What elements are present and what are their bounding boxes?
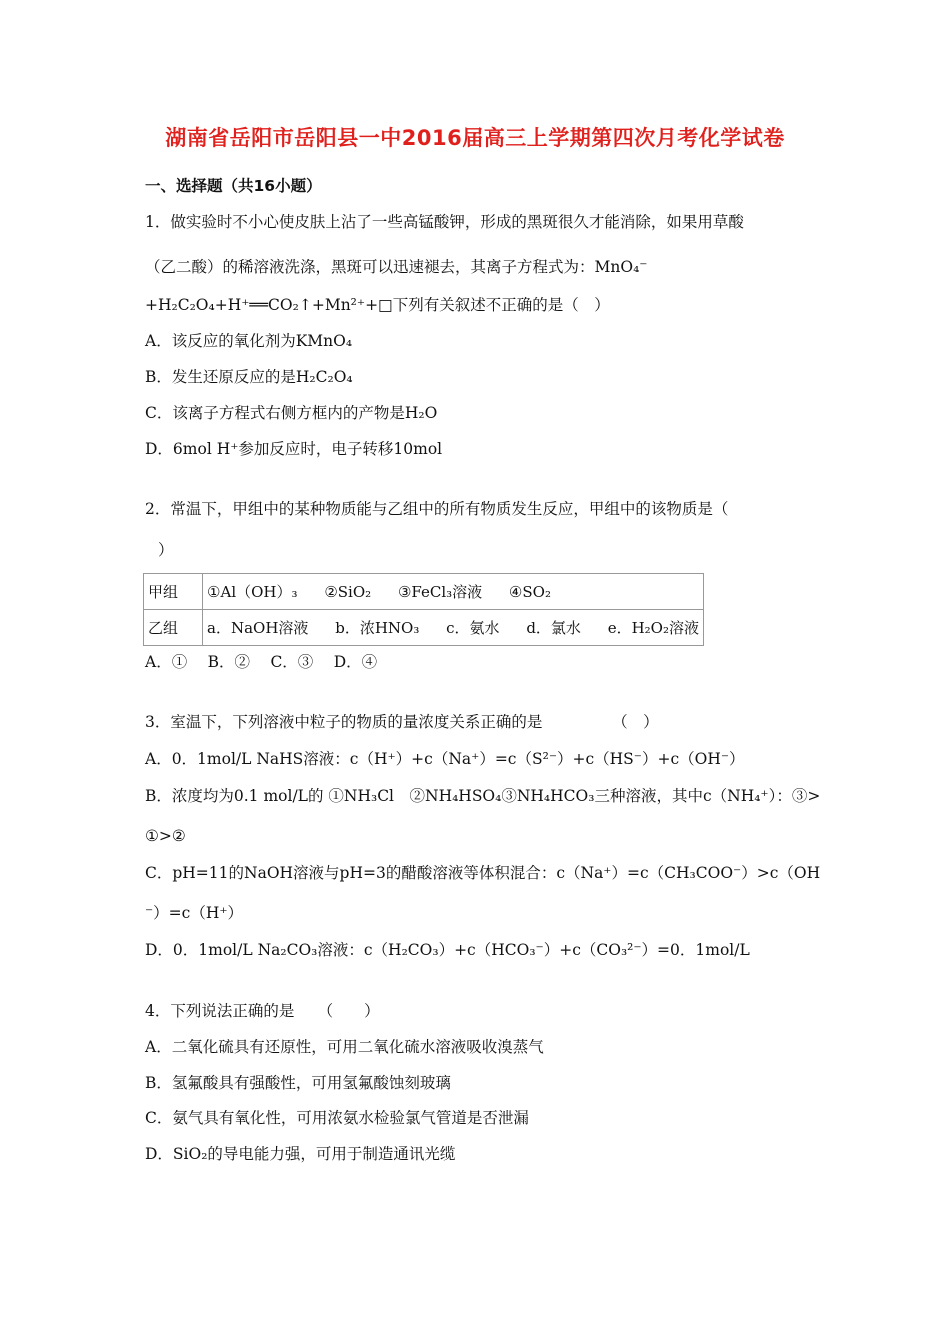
q1-option-d: D．6mol H⁺参加反应时，电子转移10mol xyxy=(145,440,443,458)
q4-stem: 4．下列说法正确的是 （ ） xyxy=(145,1002,380,1020)
q1-option-c: C．该离子方程式右侧方框内的产物是H₂O xyxy=(145,404,438,422)
q1-stem-line3: +H₂C₂O₄+H⁺══CO₂↑+Mn²⁺+□下列有关叙述不正确的是（ ） xyxy=(145,296,610,314)
q2-group-table xyxy=(143,573,704,646)
jia-item: ③FeCl₃溶液 xyxy=(397,583,483,601)
q3-option-d: D．0．1mol/L Na₂CO₃溶液：c（H₂CO₃）+c（HCO₃⁻）+c（CO₃²⁻）=0．1mol/L xyxy=(145,941,750,959)
yi-item: a．NaOH溶液 xyxy=(207,619,309,637)
q3-option-a: A．0．1mol/L NaHS溶液：c（H⁺）+c（Na⁺）=c（S²⁻）+c（HS⁻）+c（OH⁻） xyxy=(145,750,745,768)
q1-stem-line1: 1．做实验时不小心使皮肤上沾了一些高锰酸钾，形成的黑斑很久才能消除，如果用草酸 xyxy=(145,213,744,231)
group-yi-label: 乙组 xyxy=(144,610,203,646)
section-heading: 一、选择题（共16小题） xyxy=(145,177,322,195)
group-jia-label: 甲组 xyxy=(144,574,203,610)
table-row xyxy=(144,574,704,610)
q3-option-c-line2: ⁻）=c（H⁺） xyxy=(145,904,244,922)
yi-item: d．氯水 xyxy=(526,619,581,637)
group-yi-items xyxy=(203,610,704,646)
q3-option-b-line1: B．浓度均为0.1 mol/L的 ①NH₃Cl ②NH₄HSO₄③NH₄HCO₃三种溶液，其中c（NH₄⁺）：③> xyxy=(145,787,821,805)
q4-option-d: D．SiO₂的导电能力强，可用于制造通讯光缆 xyxy=(145,1145,456,1163)
q4-option-c: C．氨气具有氧化性，可用浓氨水检验氯气管道是否泄漏 xyxy=(145,1109,529,1127)
q1-option-b: B．发生还原反应的是H₂C₂O₄ xyxy=(145,368,353,386)
q2-options: A．① B．② C．③ D．④ xyxy=(145,653,378,671)
q1-option-a: A．该反应的氧化剂为KMnO₄ xyxy=(145,332,353,350)
jia-item: ④SO₂ xyxy=(508,583,551,601)
q3-option-c-line1: C．pH=11的NaOH溶液与pH=3的醋酸溶液等体积混合：c（Na⁺）=c（CH₃COO⁻）>c（OH xyxy=(145,864,821,882)
jia-item: ①Al（OH）₃ xyxy=(207,583,298,601)
yi-item: e．H₂O₂溶液 xyxy=(607,619,699,637)
q3-option-b-line2: ①>② xyxy=(145,827,186,845)
yi-item: c．氨水 xyxy=(446,619,500,637)
q2-stem-line2: ） xyxy=(158,541,174,559)
jia-item: ②SiO₂ xyxy=(324,583,372,601)
table-row xyxy=(144,610,704,646)
q1-stem-line2: （乙二酸）的稀溶液洗涤，黑斑可以迅速褪去，其离子方程式为：MnO₄⁻ xyxy=(145,258,648,276)
page-title: 湖南省岳阳市岳阳县一中2016届高三上学期第四次月考化学试卷 xyxy=(165,126,785,150)
q4-option-b: B．氢氟酸具有强酸性，可用氢氟酸蚀刻玻璃 xyxy=(145,1074,451,1092)
q2-stem-line1: 2．常温下，甲组中的某种物质能与乙组中的所有物质发生反应，甲组中的该物质是（ xyxy=(145,500,729,518)
group-jia-items xyxy=(203,574,704,610)
q4-option-a: A．二氧化硫具有还原性，可用二氧化硫水溶液吸收溴蒸气 xyxy=(145,1038,544,1056)
q3-stem: 3．室温下，下列溶液中粒子的物质的量浓度关系正确的是 （ ） xyxy=(145,713,659,731)
yi-item: b．浓HNO₃ xyxy=(335,619,420,637)
